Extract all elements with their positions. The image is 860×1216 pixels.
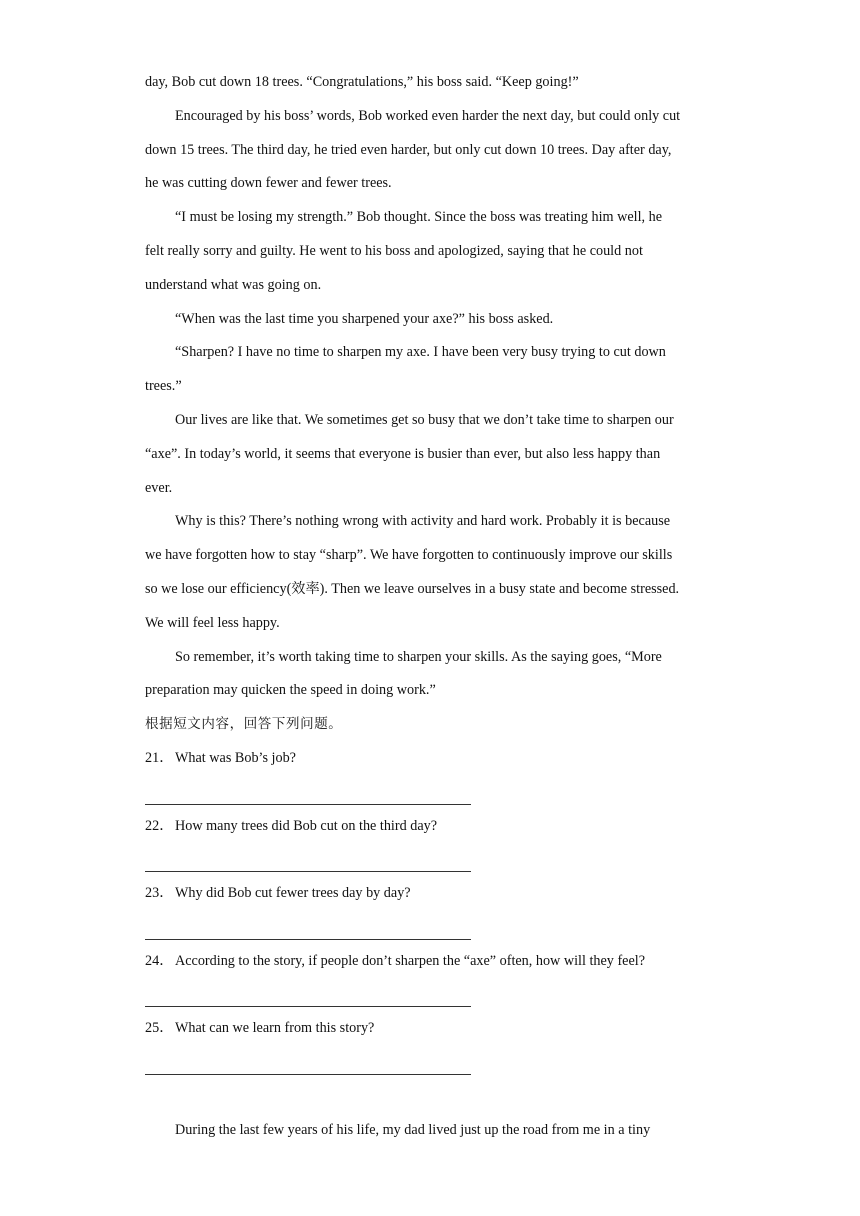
document-page: [145, 66, 725, 1080]
next-passage: [145, 1114, 725, 1148]
question-item: [145, 742, 725, 810]
question-text: [145, 810, 725, 844]
passage-line: day, Bob cut down 18 trees. “Congratulations,” his boss said. “Keep going!”: [145, 74, 579, 90]
question-number: 22．: [145, 817, 174, 834]
reading-passage: [145, 66, 725, 708]
passage-line: “When was the last time you sharpened your axe?” his boss asked.: [175, 310, 554, 327]
question-prompt: How many trees did Bob cut on the third day?: [175, 817, 438, 834]
question-text: [145, 1012, 725, 1046]
passage-line: Encouraged by his boss’ words, Bob worked even harder the next day, but could only cut: [175, 107, 681, 124]
next-passage-first-line: During the last few years of his life, my dad lived just up the road from me in a tiny: [175, 1122, 651, 1138]
question-number: 21．: [145, 749, 174, 766]
answer-blank[interactable]: [145, 843, 471, 877]
passage-line: So remember, it’s worth taking time to sharpen your skills. As the saying goes, “More: [175, 648, 662, 665]
question-number: 23．: [145, 885, 174, 902]
answer-blank[interactable]: [145, 911, 471, 945]
passage-line: we have forgotten how to stay “sharp”. We have forgotten to continuously improve our skills: [145, 547, 673, 564]
passage-line: felt really sorry and guilty. He went to his boss and apologized, saying that he could not: [145, 242, 643, 259]
passage-line: “Sharpen? I have no time to sharpen my axe. I have been very busy trying to cut down: [175, 344, 666, 361]
question-item: [145, 810, 725, 878]
passage-line: understand what was going on.: [145, 276, 322, 293]
passage-line: Our lives are like that. We sometimes get so busy that we don’t take time to sharpen our: [175, 411, 674, 428]
question-prompt: Why did Bob cut fewer trees day by day?: [175, 885, 411, 902]
passage-line: he was cutting down fewer and fewer trees.: [145, 175, 392, 192]
question-list: [145, 742, 725, 1080]
passage-line: preparation may quicken the speed in doing work.”: [145, 682, 436, 699]
passage-line: “I must be losing my strength.” Bob thought. Since the boss was treating him well, he: [175, 209, 663, 226]
question-text: [145, 945, 725, 979]
question-item: [145, 945, 725, 1013]
question-prompt: According to the story, if people don’t sharpen the “axe” often, how will they feel?: [175, 952, 646, 969]
answer-blank[interactable]: [145, 979, 471, 1013]
question-prompt: What was Bob’s job?: [175, 749, 296, 766]
question-text: [145, 877, 725, 911]
answer-blank[interactable]: [145, 1046, 471, 1080]
passage-line: so we lose our efficiency(效率). Then we leave ourselves in a busy state and become stressed.: [145, 580, 680, 597]
passage-line: “axe”. In today’s world, it seems that everyone is busier than ever, but also less happy than: [145, 445, 661, 462]
passage-line: ever.: [145, 479, 173, 496]
question-item: [145, 1012, 725, 1080]
question-instruction: 根据短文内容，回答下列问题。: [145, 716, 343, 733]
passage-line: Why is this? There’s nothing wrong with activity and hard work. Probably it is because: [175, 513, 671, 530]
question-text: [145, 742, 725, 776]
passage-line: down 15 trees. The third day, he tried even harder, but only cut down 10 trees. Day after day,: [145, 141, 672, 158]
question-item: [145, 877, 725, 945]
question-prompt: What can we learn from this story?: [175, 1020, 375, 1037]
passage-line: We will feel less happy.: [145, 614, 280, 631]
answer-blank[interactable]: [145, 776, 471, 810]
passage-line: trees.”: [145, 378, 182, 395]
question-number: 24．: [145, 952, 174, 969]
question-number: 25．: [145, 1020, 174, 1037]
